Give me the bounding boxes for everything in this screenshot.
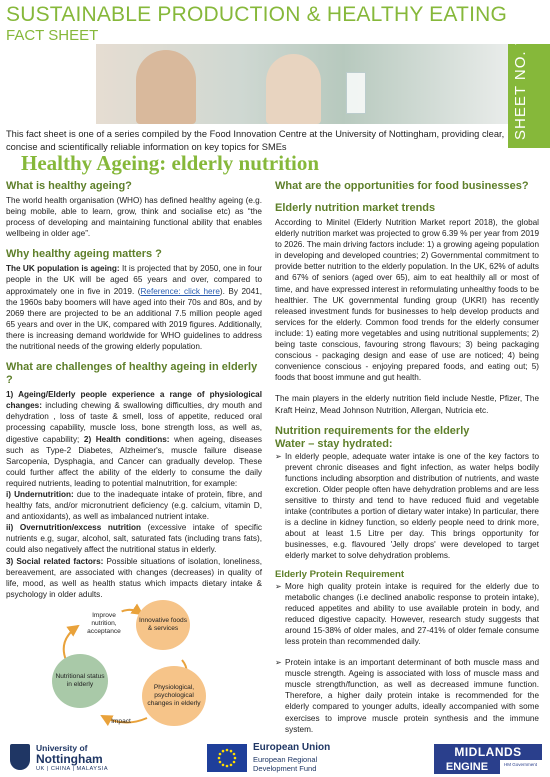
me-line-2: ENGINE [434, 760, 500, 774]
sheet-number-tab [508, 35, 550, 148]
eu-line-1: European Regional [253, 755, 318, 764]
heading-water: Water – stay hydrated: [275, 437, 393, 450]
list-item-water: ➢ In elderly people, adequate water intake is one of the key factors to prevent chronic diseases and fight infection, as water helps bodily functions including absorption and distribution of nutrients, and waste excretion. Older people often have dehydration problems and are less sensitive to thirsty and tend to have reduced fluid and vegetable intake (contributes a portion of dietary water intake) In particular, there is a decline in kidney function, so elderly people need to drink more, about at least 1.5 Litre per day. This brings opportunity for businesses, e.g. flavoured 'Jelly drops' were developed to target elderly market to solve dehydration problems. [285, 451, 539, 562]
undernutrition-bold: i) Undernutrition: [6, 489, 74, 499]
heading-why-matters: Why healthy ageing matters ? [6, 248, 162, 261]
uon-top-text: University of [36, 743, 88, 753]
bubble-innovative-foods: Innovative foods & services [136, 600, 190, 650]
paragraph-undernutrition [6, 489, 262, 522]
undernutrition-text: due to the inadequate intake of protein, fibre, and healthy fats, and/or micronutrient deficiency (e.g. calcium, vitamin D, and antioxidants), as well as imbalanced nutrient intake. [6, 489, 262, 522]
paragraph-overnutrition [6, 522, 262, 555]
eu-stars-icon [207, 744, 247, 772]
challenge-1-bold: 1) Ageing/Elderly people experience a range of physiological changes: [6, 390, 262, 411]
list-item-protein-1: ➢ More high quality protein intake is required for the elderly due to metabolic changes (i.e declined anabolic response to protein intake), reduced appetites and ability to use available protein in body, and reduced digestive capacity. However, research study suggests that around 15-38% of older males, and 27-41% of older female consume less protein than recommended daily. [285, 581, 539, 648]
paragraph-challenges [6, 389, 262, 489]
overnutrition-text: (excessive intake of specific nutrients e.g, sugar, alcohol, salt, saturated fats (including trans fats), could also negatively affect the nutritional status in elderly. [6, 523, 262, 555]
heading-nutrition-requirements: Nutrition requirements for the elderly [275, 424, 470, 437]
header-title: SUSTAINABLE PRODUCTION & HEALTHY EATING [6, 3, 508, 26]
label-impact: Impact [111, 718, 131, 725]
elderly-woman-figure [136, 50, 196, 124]
paragraph-definition: The world health organisation (WHO) has defined healthy ageing (e.g. being mobile, able to learn, grow, think and socialise etc) as “the process of developing and maintaining functional ability that enables wellbeing in older age”. [6, 196, 262, 239]
page-title: Healthy Ageing: elderly nutrition [21, 151, 320, 175]
protein-list [275, 581, 539, 735]
heading-what-is-healthy-ageing: What is healthy ageing? [6, 180, 132, 192]
heading-opportunities: What are the opportunities for food businesses? [275, 180, 529, 192]
intro-text: This fact sheet is one of a series compiled by the Food Innovation Centre at the University of Nottingham, providing clear, concise and scientifically reliable information on key topics for SMEs [6, 129, 505, 152]
me-line-1: MIDLANDS [434, 744, 542, 760]
header-photo [96, 44, 508, 124]
bubble-nutritional-status: Nutritional status in elderly [52, 654, 108, 708]
social-bold: 3) Social related factors: [6, 556, 104, 566]
paragraph-social [6, 556, 262, 600]
bubble-physiological-changes: Physiological, psychological changes in elderly [142, 666, 206, 726]
social-text: Possible situations of isolation, loneliness, bereavement, are associated with changes (decreases) in quality of life, mood, as well as health status which impacts dietary intake & psychology in older adults. [6, 556, 262, 599]
paragraph-main-players: The main players in the elderly nutrition field include Nestle, Pfizer, The Kraft Heinz, Mead Johnson Nutrition, Allergan, Nutricia etc. [275, 394, 539, 415]
population-text-a: It is projected that by 2050, one in four people in the UK will be aged 65 years and over, compared to approximately one in five in 2019. ( [6, 264, 262, 296]
hm-government-label: HM Government [504, 762, 538, 767]
overnutrition-bold: ii) Overnutrition/excess nutrition [6, 523, 142, 533]
eu-flag-icon [207, 744, 247, 772]
challenge-2-bold: 2) Health conditions: [79, 434, 170, 444]
paragraph-market-trends: According to Minitel (Elderly Nutrition Market report 2018), the global elderly nutrition market was projected to grow 6.39 % per year from 2019 to 2026. The main driving factors include: 1) a growing ageing population in developing and developed countries; 2) Governmental commitment to provide better nutrition to the elderly population. In the UK, 62% of adults and 67% of seniors (aged over 65), aim to eat healthily all or most of time, and have expressed interest in reformulating unhealthy foods to be healthier. The UK governmental funding group (UKRI) has recently released investment funds for businesses to help develop products and services for the elderly. Common food trends for the elderly consumer include: 1) eating more vegetables and using nutritional supplements; 2) being taste conscious, favouring strong flavours; 3) being packaging conscious - packaging design and ease of use are noticed; 4) being convenience conscious - enjoying prepared foods, and eating out; 5) foods that boost immune and gut health. [275, 218, 539, 383]
challenge-1-text: including chewing & swallowing difficulties, dry mouth and dehydration , loss of taste & smell, loss of appetite, reduced oral processing capability, muscle loss, bone strength loss, as well as, digestive capability; [6, 401, 262, 444]
heading-protein: Elderly Protein Requirement [275, 568, 405, 580]
eu-line-2: Development Fund [253, 764, 317, 773]
population-text-b: ). By 2041, the 1960s baby boomers will have aged into their 70s and 80s, and by 2069 there are projected to be an additional 7.5 million people aged 65 years and over in the UK, compared with 2019 figures. Additionally, there is increasing demand worldwide for WHO guidelines to address the nutritional needs of the growing elderly population. [6, 286, 262, 352]
nutrition-cycle-diagram [52, 600, 212, 735]
bubble-improve-nutrition: Improve nutrition, acceptance [82, 603, 126, 645]
list-item-protein-2: ➢ Protein intake is an important determinant of both muscle mass and muscle strength. Ageing is associated with loss of muscle mass and muscle strength/function, as well as decreased immune function. Therefore, a higher daily protein intake is recommended for the elderly compared to younger adults, ideally accompanied with some exercises to improve muscle protein synthesis and the immune system. [285, 657, 539, 735]
sheet-number: SHEET NO. 7 [512, 35, 529, 140]
elderly-man-figure [266, 54, 321, 124]
reference-link[interactable]: Reference: click here [140, 286, 220, 296]
heading-market-trends: Elderly nutrition market trends [275, 202, 436, 214]
right-column [275, 180, 539, 735]
heading-challenges: What are challenges of healthy ageing in elderly ? [6, 361, 258, 387]
university-crest-icon [10, 744, 30, 770]
uon-name: Nottingham [36, 752, 103, 766]
challenge-2-text: when ageing, diseases such as Type-2 Diabetes, Alzheimer's, muscle failure disease Sarcopenia, Dysphagia, and Cancer can gradually develop. These could further affect the ability of the elderly to consume the daily required nutrients, leading to potential malnutrition, for example: [6, 434, 263, 488]
university-of-nottingham-logo [10, 742, 120, 774]
midlands-engine-logo [434, 744, 542, 774]
eu-title: European Union [253, 742, 331, 753]
uon-campuses: UK | CHINA | MALAYSIA [36, 766, 109, 772]
water-list [275, 451, 539, 562]
european-union-logo [207, 742, 367, 774]
header-subtitle: FACT SHEET [6, 27, 99, 44]
water-glass [346, 72, 366, 114]
left-column [6, 180, 262, 600]
population-bold: The UK population is ageing: [6, 264, 120, 274]
paragraph-population [6, 263, 262, 352]
